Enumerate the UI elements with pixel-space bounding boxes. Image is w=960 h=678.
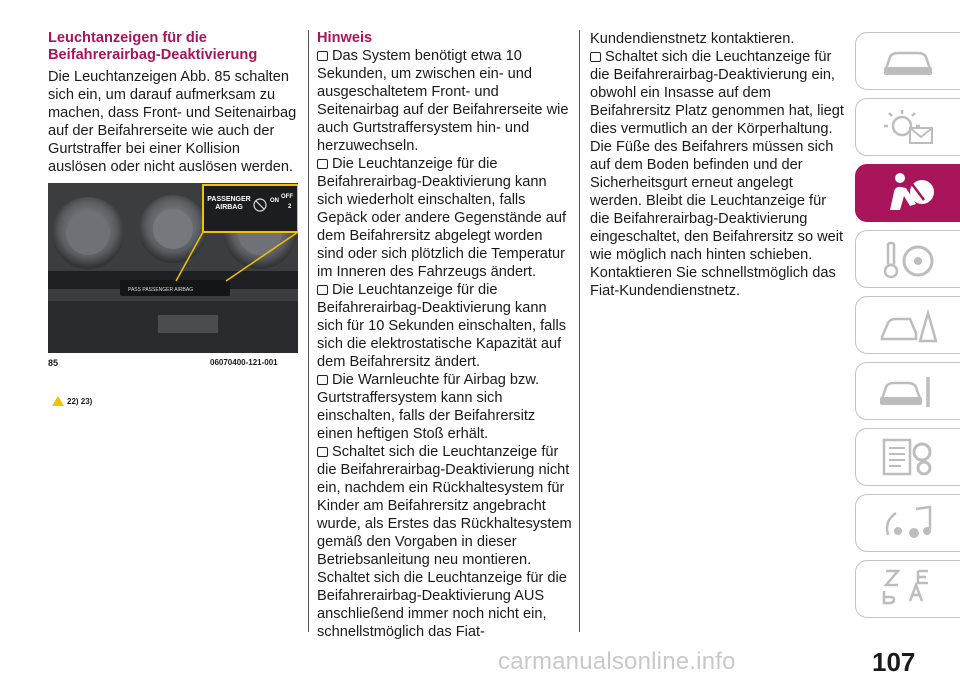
column-divider-2 xyxy=(579,30,580,632)
page-number: 107 xyxy=(872,647,916,677)
bullet-square-icon xyxy=(590,52,601,62)
bullet-square-icon xyxy=(317,285,328,295)
hinweis-item: Die Warnleuchte für Airbag bzw. Gurtstraffersystem kann sich einschalten, falls der Beifahrersitz einen heftigen Stoß erhält. xyxy=(317,372,540,442)
column-middle xyxy=(317,30,572,641)
key-steering-icon xyxy=(876,237,940,281)
tab-starting-driving[interactable] xyxy=(855,230,960,288)
hinweis-title: Hinweis xyxy=(317,30,373,46)
warning-triangle-icon xyxy=(52,396,64,406)
bullet-square-icon xyxy=(317,159,328,169)
section-heading: Leuchtanzeigen für die Beifahrerairbag-Deaktivierung xyxy=(48,30,258,63)
figure-number: 85 xyxy=(48,358,59,368)
warning-reference-text: 22) 23) xyxy=(67,396,93,406)
column-divider-1 xyxy=(308,30,309,632)
warning-light-icon xyxy=(878,106,938,148)
tab-maintenance[interactable] xyxy=(855,362,960,420)
data-gear-icon xyxy=(876,434,940,480)
bullet-square-icon xyxy=(317,51,328,61)
tab-multimedia[interactable] xyxy=(855,494,960,552)
dashboard-figure xyxy=(48,183,298,353)
hinweis-item: Die Leuchtanzeige für die Beifahrerairbag-Deaktivierung kann sich wiederholt einschalten, falls Gepäck oder andere Gegenstände auf dem Beifahrersitz abgelegt worden sind oder sich plötzlich die Temperatur im Inneren des Fahrzeugs ändert. xyxy=(317,156,567,280)
hinweis-item: Die Leuchtanzeige für die Beifahrerairbag-Deaktivierung kann sich für 10 Sekunden einschalten, falls sich die elektrostatische Kapazität auf dem Beifahrersitz ändert. xyxy=(317,282,567,370)
breakdown-icon xyxy=(876,303,940,347)
airbag-seat-icon xyxy=(876,170,940,216)
tab-dashboard-lights[interactable] xyxy=(855,98,960,156)
alphabet-index-icon xyxy=(876,565,940,613)
hinweis-item-continued: Kundendienstnetz kontaktieren. xyxy=(590,31,795,47)
multimedia-icon xyxy=(876,501,940,545)
svg-text:PASS PASSENGER AIRBAG: PASS PASSENGER AIRBAG xyxy=(128,287,194,293)
section-intro: Die Leuchtanzeigen Abb. 85 schalten sich ein, um darauf aufmerksam zu machen, dass Front- und Seitenairbag auf der Beifahrerseite wie auch der Gurtstraffer bei einer Kollision auslösen oder nicht auslösen werden. xyxy=(48,69,297,175)
tab-safety[interactable] xyxy=(855,164,960,222)
tab-technical-data[interactable] xyxy=(855,428,960,486)
tab-emergency[interactable] xyxy=(855,296,960,354)
car-wrench-icon xyxy=(876,369,940,413)
figure-code: 06070400-121-001 xyxy=(210,358,278,367)
callout-on: ON xyxy=(270,198,279,204)
hinweis-item: Das System benötigt etwa 10 Sekunden, um zwischen ein- und ausgeschaltetem Front- und Seitenairbag auf der Beifahrerseite wie auch Gurtstraffersystem hin- und herzuwechseln. xyxy=(317,48,569,154)
callout-text-2: AIRBAG xyxy=(215,204,243,211)
bullet-square-icon xyxy=(317,375,328,385)
watermark: carmanualsonline.info xyxy=(498,648,736,675)
callout-text-1: PASSENGER xyxy=(207,196,251,203)
callout-off: OFF xyxy=(281,194,293,200)
tab-index[interactable] xyxy=(855,560,960,618)
column-left xyxy=(48,30,300,176)
callout-2: 2 xyxy=(288,204,292,210)
tab-vehicle[interactable] xyxy=(855,32,960,90)
bullet-square-icon xyxy=(317,447,328,457)
warning-reference xyxy=(52,396,92,406)
column-right xyxy=(590,30,848,300)
car-icon xyxy=(878,41,938,81)
hinweis-item: Schaltet sich die Leuchtanzeige für die Beifahrerairbag-Deaktivierung ein, obwohl ein Insasse auf dem Beifahrersitz Platz genommen hat, liegt dies vermutlich an der Körperhaltung. Die Füße des Beifahrers müssen sich auf dem Boden befinden und der Sicherheitsgurt erneut angelegt werden. Bleibt die Leuchtanzeige für die Beifahrerairbag-Deaktivierung eingeschaltet, den Beifahrersitz so weit wie möglich nach hinten schieben. Kontaktieren Sie schnellstmöglich das Fiat-Kundendienstnetz. xyxy=(590,49,844,299)
dashboard-illustration xyxy=(48,183,298,353)
hinweis-item: Schaltet sich die Leuchtanzeige für die Beifahrerairbag-Deaktivierung nicht ein, nachdem ein Rückhaltesystem für Kinder am Beifahrersitz angebracht wurde, als Erstes das Rückhaltesystem gemäß den Vorgaben in dieser Betriebsanleitung neu montieren. Schaltet sich die Leuchtanzeige für die Beifahrerairbag-Deaktivierung AUS anschließend immer noch nicht ein, schnellstmöglich das Fiat- xyxy=(317,444,572,640)
